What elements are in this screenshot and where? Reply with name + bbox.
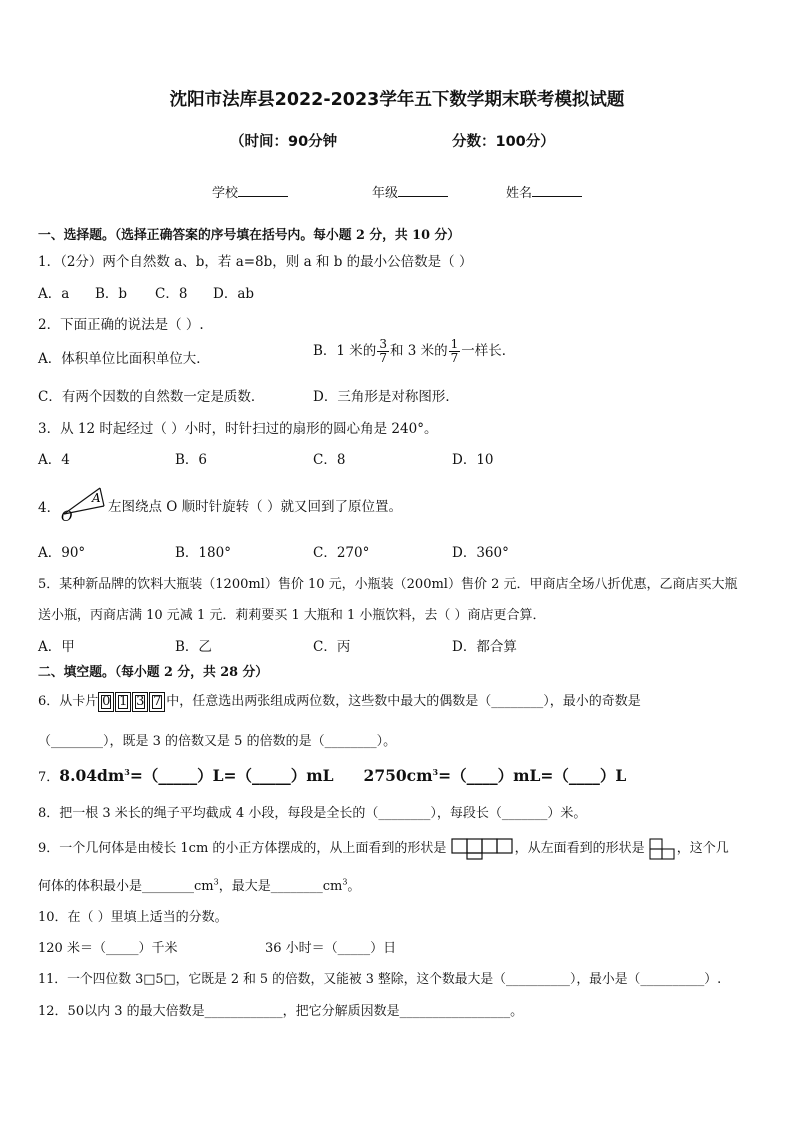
q1-option-d[interactable]: D．ab [213,286,255,302]
q10-stem: 10．在（ ）里填上适当的分数。 [38,910,228,925]
q4-option-c[interactable]: C．270° [313,545,370,561]
q7-number: 7． [38,770,60,785]
q5-option-a[interactable]: A．甲 [38,639,75,655]
fraction-three-sevenths [377,338,389,365]
left-view-figure [649,838,677,860]
q9-line2-b: ，最大是________cm [218,879,343,894]
q7-part1: 8.04dm [59,766,125,785]
name-blank[interactable] [532,184,582,197]
digit-card-0: 0 [98,692,114,712]
q7-part4: =（____）mL=（____）L [438,766,627,785]
top-view-figure [451,838,515,860]
q4-option-d[interactable]: D．360° [452,545,509,561]
q9-sup1: 3 [213,877,219,887]
q2-option-c[interactable]: C．有两个因数的自然数一定是质数． [38,389,265,405]
q7-sup1: 3 [124,766,130,777]
q3-stem: 3．从 12 时起经过（ ）小时，时针扫过的扇形的圆心角是 240°。 [38,421,438,437]
q2-b-mid: 和 3 米的 [389,343,448,359]
section-choice-heading: 一、选择题。（选择正确答案的序号填在括号内。每小题 2 分，共 10 分） [38,228,461,243]
q1-option-c[interactable]: C．8 [155,286,188,302]
q7-part3: 2750cm [363,766,433,785]
q7-sup2: 3 [432,766,439,777]
point-a-label: A [92,491,101,505]
q5-option-c[interactable]: C．丙 [313,639,351,655]
name-field [506,182,582,201]
q9-mid: ，从左面看到的形状是 [514,841,645,856]
q4-number: 4． [38,500,61,516]
q4-stem: 左图绕点 O 顺时针旋转（ ）就又回到了原位置。 [108,499,402,515]
q2-option-d[interactable]: D．三角形是对称图形． [313,389,459,405]
q8-text: 8．把一根 3 米长的绳子平均截成 4 小段，每段是全长的（________），每段长（_______）米。 [38,806,587,821]
q5-option-b[interactable]: B．乙 [175,639,212,655]
digit-card-1: 1 [115,692,131,712]
sector-figure [60,484,108,522]
school-label: 学校 [212,186,239,201]
q5-line2: 送小瓶，丙商店满 10 元减 1 元．莉莉要买 1 大瓶和 1 小瓶饮料，去（ ）商店更合算． [38,608,546,623]
q10-part-b: 36 小时＝（_____）日 [265,941,397,956]
q3-option-d[interactable]: D．10 [452,452,494,468]
q1-option-b[interactable]: B．b [95,286,128,302]
frac1-numerator: 3 [379,337,387,351]
q10-part-a: 120 米＝（_____）千米 [38,941,178,956]
q5-option-d[interactable]: D．都合算 [452,639,517,655]
q2-option-b[interactable] [313,338,515,365]
digit-card-3: 3 [132,692,148,712]
section-fill-heading: 二、填空题。（每小题 2 分，共 28 分） [38,665,269,680]
q11-text: 11．一个四位数 3□5□，它既是 2 和 5 的倍数，又能被 3 整除，这个数最大是（__________），最小是（__________）. [38,972,722,987]
q7-line [38,764,626,786]
grade-label: 年级 [372,186,399,201]
school-blank[interactable] [238,184,288,197]
exam-time: （时间：90分钟 [230,134,338,150]
exam-title: 沈阳市法库县2022-2023学年五下数学期末联考模拟试题 [169,90,625,110]
q9-pre: 9．一个几何体是由棱长 1cm 的小正方体摆成的，从上面看到的形状是 [38,841,447,856]
grade-blank[interactable] [398,184,448,197]
school-field [212,182,288,201]
q4-option-b[interactable]: B．180° [175,545,231,561]
q2-b-pre: B．1 米的 [313,343,377,359]
digit-card-7: 7 [149,692,165,712]
q6-line1 [38,690,641,712]
q9-line2-a: 何体的体积最小是________cm [38,879,214,894]
frac2-denominator: 7 [450,351,459,365]
q2-b-post: 一样长． [461,343,516,359]
q4-option-a[interactable]: A．90° [38,545,86,561]
q1-option-a[interactable]: A．a [38,286,70,302]
q3-option-c[interactable]: C．8 [313,452,346,468]
q2-option-a[interactable]: A．体积单位比面积单位大． [38,351,210,367]
q9-line2-c: 。 [347,879,361,894]
name-label: 姓名 [506,186,533,201]
q9-post: ，这个几 [676,841,729,856]
fraction-one-seventh [449,338,461,365]
q3-option-b[interactable]: B．6 [175,452,208,468]
q9-sup2: 3 [342,877,348,887]
frac1-denominator: 7 [379,351,387,365]
q6-pre: 6．从卡片 [38,694,99,709]
q5-line1: 5．某种新品牌的饮料大瓶装（1200ml）售价 10 元，小瓶装（200ml）售价 2 元．甲商店全场八折优惠，乙商店买大瓶 [38,577,738,592]
q2-stem: 2．下面正确的说法是（ ）. [38,317,204,333]
q1-stem: 1．（2分）两个自然数 a、b，若 a=8b，则 a 和 b 的最小公倍数是（ ） [38,254,473,270]
q3-option-a[interactable]: A．4 [38,452,70,468]
q6-post: 中，任意选出两张组成两位数，这些数中最大的偶数是（________），最小的奇数是 [166,694,641,709]
point-o-label: O [61,509,73,522]
grade-field [372,182,448,201]
exam-score: 分数：100分） [452,134,555,150]
q6-line2: （________），既是 3 的倍数又是 5 的倍数的是（________）。 [38,734,397,749]
q9-line2 [38,875,360,894]
q7-part2: =（_____）L=（_____）mL [129,766,334,785]
frac2-numerator: 1 [450,337,459,351]
q9-line1 [38,837,729,860]
q12-text: 12．50以内 3 的最大倍数是____________，把它分解质因数是_________________。 [38,1004,524,1019]
